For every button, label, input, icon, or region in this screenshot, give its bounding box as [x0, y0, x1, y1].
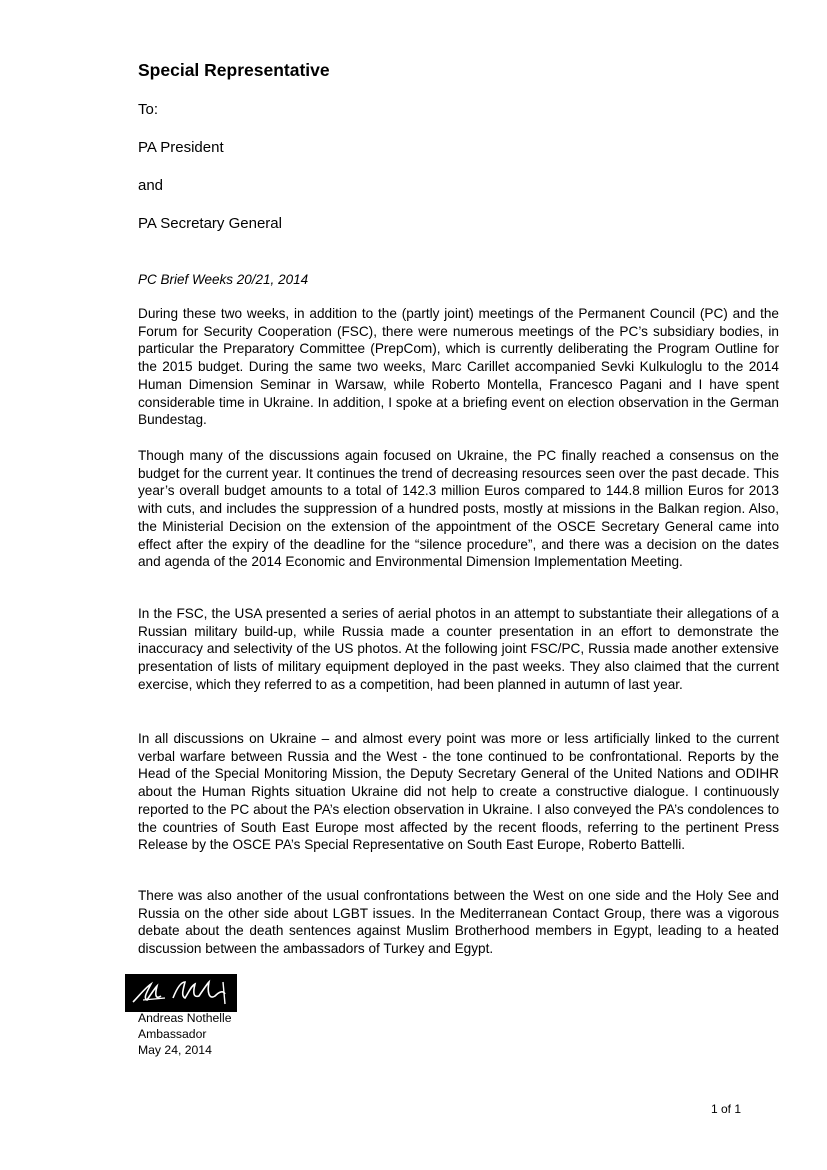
- recipient-pa-president: PA President: [138, 139, 224, 156]
- signature-image: [125, 974, 237, 1012]
- paragraph-4: In all discussions on Ukraine – and almost every point was more or less artificially linked to the current verbal warfare between Russia and the West - the tone continued to be confrontational. Reports by the Head of the Special Monitoring Mission, the Deputy Secretary General of the United Nations and ODIHR about the Human Rights situation Ukraine did not help to create a constructive dialogue. I continuously reported to the PC about the PA’s election observation in Ukraine. I also conveyed the PA’s condolences to the countries of South East Europe most affected by the recent floods, referring to the pertinent Press Release by the OSCE PA’s Special Representative on South East Europe, Roberto Battelli.: [138, 731, 779, 853]
- paragraph-5: There was also another of the usual confrontations between the West on one side and the Holy See and Russia on the other side about LGBT issues. In the Mediterranean Contact Group, there was a vigorous debate about the death sentences against Muslim Brotherhood members in Egypt, leading to a heated discussion between the ambassadors of Turkey and Egypt.: [138, 888, 779, 957]
- page-number: 1 of 1: [711, 1102, 742, 1116]
- document-title: Special Representative: [138, 60, 330, 80]
- to-label: To:: [138, 101, 159, 118]
- conjunction-and: and: [138, 177, 164, 194]
- document-subject: PC Brief Weeks 20/21, 2014: [138, 272, 309, 287]
- paragraph-3: In the FSC, the USA presented a series of aerial photos in an attempt to substantiate their allegations of a Russian military build-up, while Russia made a counter presentation in an effort to demonstrate the inaccuracy and selectivity of the US photos. At the following joint FSC/PC, Russia made another extensive presentation of lists of military equipment deployed in the past weeks. They also claimed that the current exercise, which they referred to as a competition, had been planned in autumn of last year.: [138, 606, 779, 692]
- signatory-role: Ambassador: [138, 1027, 207, 1041]
- recipient-pa-secretary-general: PA Secretary General: [138, 215, 282, 232]
- paragraph-2: Though many of the discussions again focused on Ukraine, the PC finally reached a consensus on the budget for the current year. It continues the trend of decreasing resources seen over the past decade. This year’s overall budget amounts to a total of 142.3 million Euros compared to 144.8 million Euros for 2013 with cuts, and includes the suppression of a hundred posts, mostly at missions in the Balkan region. Also, the Ministerial Decision on the extension of the appointment of the OSCE Secretary General came into effect after the expiry of the deadline for the “silence procedure”, and there was a decision on the dates and agenda of the 2014 Economic and Environmental Dimension Implementation Meeting.: [138, 448, 779, 570]
- paragraph-1: During these two weeks, in addition to the (partly joint) meetings of the Permanent Council (PC) and the Forum for Security Cooperation (FSC), there were numerous meetings of the PC’s subsidiary bodies, in particular the Preparatory Committee (PrepCom), which is currently deliberating the Program Outline for the 2015 budget. During the same two weeks, Marc Carillet accompanied Sevki Kulkuloglu to the 2014 Human Dimension Seminar in Warsaw, while Roberto Montella, Francesco Pagani and I have spent considerable time in Ukraine. In addition, I spoke at a briefing event on election observation in the German Bundestag.: [138, 306, 779, 428]
- signature-date: May 24, 2014: [138, 1043, 212, 1057]
- signatory-name: Andreas Nothelle: [138, 1011, 232, 1025]
